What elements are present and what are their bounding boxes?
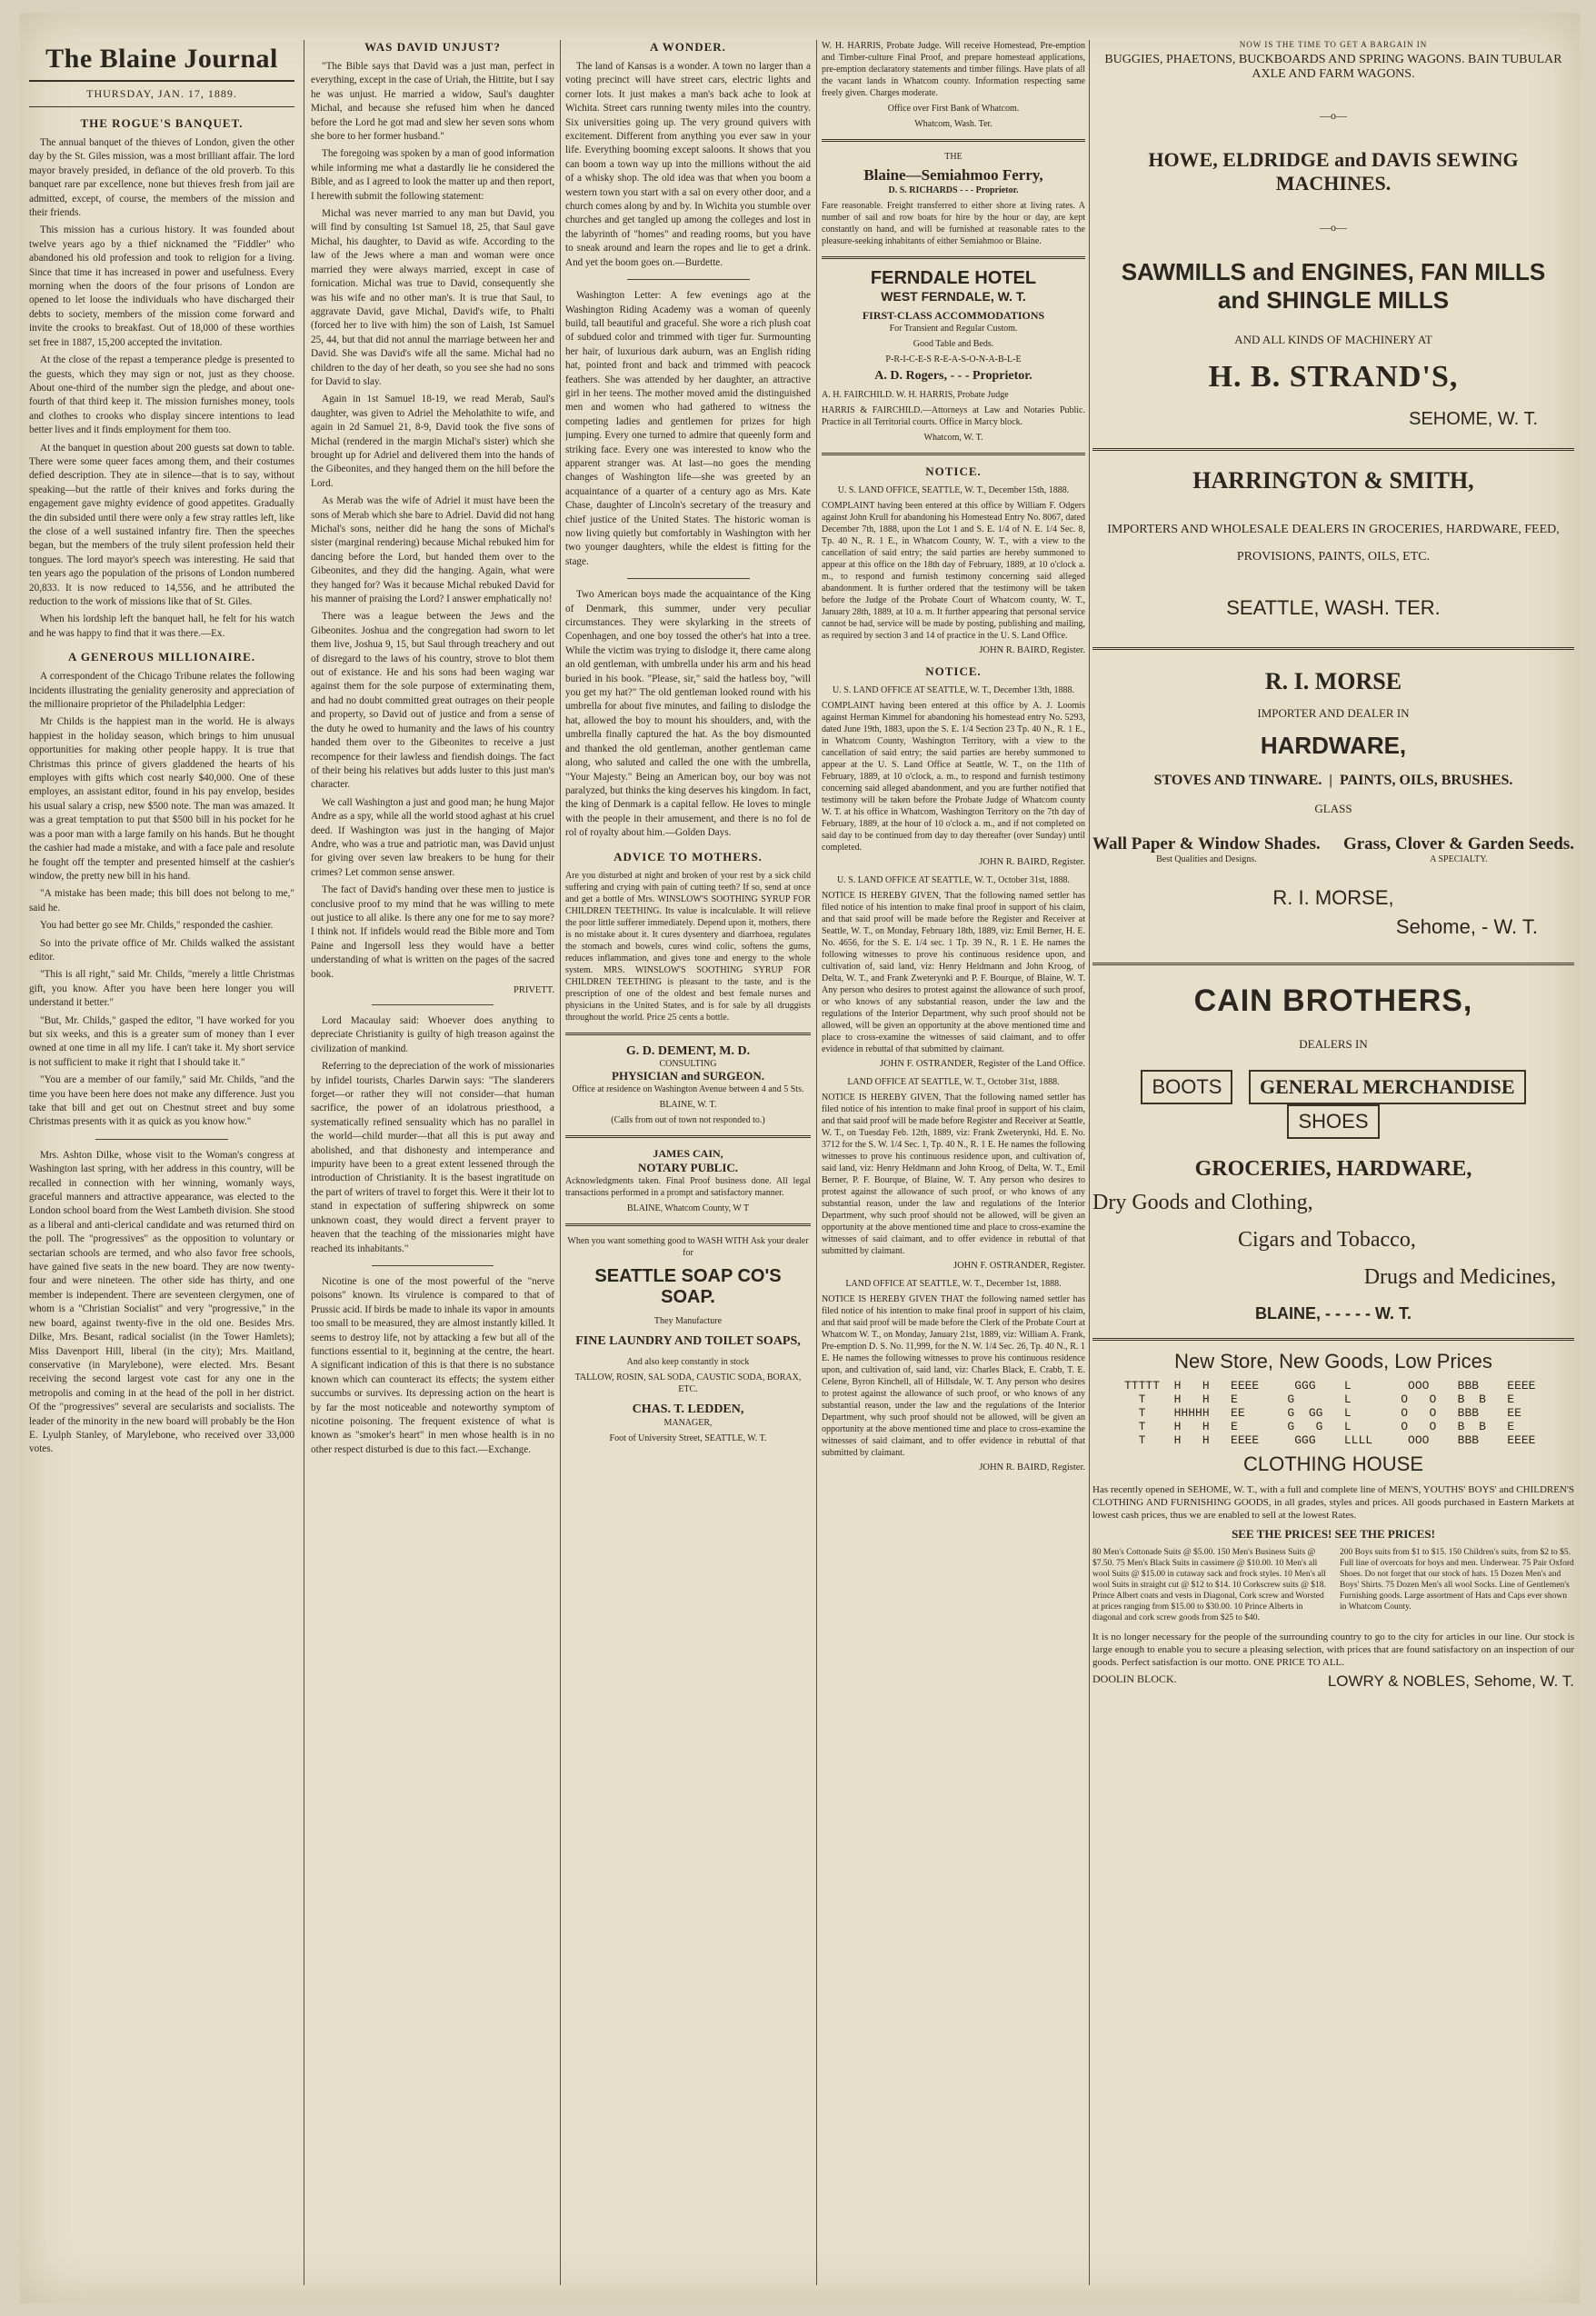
article-paragraph: This mission has a curious history. It was founded about twelve years ago by a thief nicknamed the "Fiddler" who abandoned his old profession and took to religion for a living. Since that time it has increased in power and usefulness. Every morning when the doors of the four prisons of London are opened to let loose the individuals who have discharged their debts to society, members of the mission come forward and invite the crooks to breakfast. Out of 18,000 of these worthies set free in 1887, 15,200 accepted the invitation. <box>29 225 294 348</box>
doctor-ad <box>565 1044 811 1126</box>
article-paragraph: Two American boys made the acquaintance of the King of Denmark, this summer, under very peculiar circumstances. They were skylarking in the streets of Copenhagen, and one boy tossed the other's hat into a tree. While the victim was trying to dislodge it, there came along an old gentleman, with umbrella under his arm and his head buried in his book. "Please, sir," said the hatless boy, "will you get my hat?" The old gentleman looked round with his umbrella for about five minutes, and failing to dislodge the hat, allowed the boy to mount his shoulders, and, with the umbrella finally captured the hat. As the boy dismounted and thanked the old gentleman, another gentleman came along, who saluted and called the one with the umbrella, "Your Majesty." Being an American boy, our boy was not paralyzed, but thinks the king deserves his kingdom. In fact, the king of Denmark is a capital fellow. He loves to mingle with the people in their amusement, and there is no fol de rol of royalty about him.—Golden Days. <box>565 589 811 839</box>
ferry-owner: D. S. RICHARDS - - - Proprietor. <box>888 185 1019 195</box>
soap-name: SEATTLE SOAP CO'S SOAP. <box>594 1265 782 1307</box>
lowry-foot: It is no longer necessary for the people of the surrounding country to go to the city for articles in our line. Our stock is large enough to enable you to secure a pleasing selection, with prices that are found satisfactory on an inspection of our goods. Perfect satisfaction is our motto. ONE PRICE TO ALL. <box>1092 1632 1574 1668</box>
ornament: —o— <box>1320 221 1347 234</box>
notice-heading: NOTICE. <box>925 664 982 678</box>
attorney-place: Whatcom, W. T. <box>923 433 983 443</box>
lowry-see: SEE THE PRICES! SEE THE PRICES! <box>1232 1527 1435 1541</box>
lowry-list-left: 80 Men's Cottonade Suits @ $5.00. 150 Men's Business Suits @ $7.50. 75 Men's Black Suits in cassimere @ $10.00. 10 Men's all wool Suits @ $15.00 in cutaway sack and frock styles. 10 Men's all wool Suits in straight cut @ $12 to $14. 10 Corkscrew suits @ $18. Prince Albert coats and vests in Diagonal, Cork screw and Worsted at prices ranging from $15.00 to $30.00. 10 Prince Alberts in diagonal and cork screw goods from $25 to $40. <box>1092 1548 1326 1622</box>
machinery-line: AND ALL KINDS OF MACHINERY AT <box>1234 333 1432 346</box>
notice-text: COMPLAINT having been entered at this office by A. J. Loomis against Herman Kimmel for abandoning his homestead entry No. 5293, dated June 19th, 1883, upon the S. E. 1/4 Section 23 Tp. 40 N., R. 1 E., in Whatcom County, Washington Territory, with a view to the cancellation of said entry; the said parties are hereby summoned to appear at the U. S. Land Office at Seattle, W. T., on the 11th of February, 1889, at 10 o'clock, a. m., to respond and furnish testimony concerning said alleged abandonment, and you are further notified that testimony will be taken before the Probate Judge of Whatcom county W. T. at his office in Whatcom, Washington Territory on the 7th day of February, 1889, at the hour of 10 o'clock a. m., and if not completed on said day to be continued from day to day thereafter (over Sunday) until completed. <box>822 701 1085 853</box>
notice-text: COMPLAINT having been entered at this office by William F. Odgers against John Krull for abandoning his Homestead Entry No. 8067, dated December 7th, 1888, upon the Lot 1 and S. E. 1/4 of N. E. 1/4 Sec. 8, Tp. 40 N., R. 1 E., in Whatcom County, W. T., with a view to the cancellation of said entry; the said parties are hereby summoned to appear at this office on the 18th day of February, 1889, at 10 o'clock a. m., to respond and furnish testimony concerning said alleged abandonment. It is further ordered that the testimony will be taken before the Judge of the Probate Court of Whatcom county, W. T., January 28th, 1889, at 10 a. m. It further appearing that personal service cannot be had, service will be made by posting, publishing and mailing, as required by section 3 and 14 of practice in the U. S. Land Office. <box>822 501 1085 641</box>
cain-general: GENERAL MERCHANDISE <box>1249 1070 1526 1104</box>
cain-dry: Dry Goods and Clothing, <box>1092 1191 1313 1214</box>
attorney-names: A. H. FAIRCHILD. W. H. HARRIS, Probate Judge <box>822 390 1009 400</box>
notary-ad <box>565 1147 811 1214</box>
article-paragraph: Lord Macaulay said: Whoever does anything to depreciate Christianity is guilty of high treason against the civilization of mankind. <box>311 1015 554 1054</box>
column-3 <box>565 40 811 1448</box>
divider <box>822 453 1085 455</box>
article-paragraph: Washington Letter: A few evenings ago at the Washington Riding Academy was a woman of queenly build, tall beautiful and graceful. She wore a rich plush coat of subdued color and trimmed with tiger fur. Surmounting her hair, of luxurious dark auburn, was an English riding hat, pointed front and back and trimmed with peacock feathers. She was attended by her daughter, an attractive girl in her teens. The mother moved amid the distinguished men and women who had gathered to witness the competing ladies and gentlemen for prizes for high jumping. Every one turned to admire that queenly form and striking face. Every one was interested to know who the apparent stranger was. At last—no goes the mending changes of Washington life—she was greeted by an acquaintance of a quarter of a century ago as Mrs. Kate Chase, daughter of Lincoln's secretary of the treasury and chief justice of the United States. The historic woman is now living quietly but comfortably in Washington with her two younger daughters, while the eldest is fitting for the stage. <box>565 290 811 567</box>
soap-manager: CHAS. T. LEDDEN, <box>632 1402 744 1416</box>
notice-signature: JOHN R. BAIRD, Register. <box>979 1462 1085 1472</box>
article-paragraph: Mrs. Ashton Dilke, whose visit to the Woman's congress at Washington last spring, with her address in this country, will be recalled in connection with her winning, womanly ways, graceful manners and attractive appearance, was elected to the London school board from the West Lambeth division. She stood as a liberal and anti-clerical candidate and was returned third on the poll. The "progressives" as the opposition to voluntary or sectarian schools are termed, and who also favor free schools, have gained five seats in the new board. They are now twenty-four and were nineteen. The other side has thirty, and one member is independent. There are seventeen clergymen, one of whom is a "Christian Socialist" and very "progressive," in the new board, against twenty-five in the old one. Besides Mrs. Dilke, Mrs. Besant, radical socialist (in the Tower Hamlets); Miss Davenport Hill, liberal (in the city); Mrs. Maitland, conservative (in Marylebone), were elected. Mrs. Besant receiving the second largest vote cast for any one in the metropolis and coming in at the head of the poll in her district. Of the "progressives" several are secularists and socialists. The leader of the minority in the new board will probably be the Hon E. Lyulph Stanley, of Marylebone, who received over 33,000 votes. <box>29 1149 294 1455</box>
cain-dealers: DEALERS IN <box>1299 1037 1368 1051</box>
morse-stoves: STOVES AND TINWARE. <box>1153 773 1322 788</box>
article-heading: THE ROGUE'S BANQUET. <box>80 116 244 130</box>
notice-text: NOTICE IS HEREBY GIVEN THAT the following named settler has filed notice of his intention to make final proof in support of his claim, and that said proof will be made before the Clerk of the Probate Court at Whatcom W. T., on Monday, January 21st, 1889, viz: William A. Frank, Pre-emption D. S. No. 11,999, for the N. W. 1/4 Sec. 26, Tp. 40 N., R. 1 E. He names the following witnesses to prove his continuous residence upon, and cultivation of, said land, viz: Charles Black, E. Crabb, T. E. Celene, Byron Kinchell, all of Hillsdale, W. T. Any person who desires to protest against the allowance of such proof, or who knows of any substantial reason, under the law and the regulations of the Interior Department, why such proof should not be allowed, will be given an opportunity at the above mentioned time and place to cross-examine the witnesses of said claimant, and to offer evidence in rebuttal of that submitted by claimant. <box>822 1294 1085 1458</box>
divider <box>627 279 750 280</box>
divider <box>1092 448 1574 451</box>
masthead-date: THURSDAY, JAN. 17, 1889. <box>29 80 294 107</box>
ornament: —o— <box>1320 109 1347 122</box>
cain-box-line <box>1092 1070 1574 1139</box>
sawmills-ad: SAWMILLS and ENGINES, FAN MILLS and SHINGLE MILLS <box>1121 258 1546 314</box>
ferry-the: THE <box>944 152 963 162</box>
article-paragraph: So into the private office of Mr. Childs walked the assistant editor. <box>29 937 294 963</box>
lowry-price-lists <box>1092 1547 1574 1623</box>
article-paragraph: As Merab was the wife of Adriel it must have been the sons of Merab which she bare to Adriel. David did not hang Michal's sons, neither did he hang the sons of Michal's sister (marginal rendering) because Michal rebuked him for dancing before the Lord, but handed them over to the Gibeonites, and they did the hanging. Again, what were they hanged for? Was it because Michal rebuked David for his manner of praising the Lord? I answer emphatically no! <box>311 495 554 605</box>
cain-groceries: GROCERIES, HARDWARE, <box>1194 1157 1472 1181</box>
notice-office: LAND OFFICE AT SEATTLE, W. T., December 1st, 1888. <box>845 1279 1062 1289</box>
morse-place2: Sehome, - W. T. <box>1395 915 1538 938</box>
soap-intro: When you want something good to WASH WITH Ask your dealer for <box>567 1235 809 1258</box>
article-paragraph: "But, Mr. Childs," gasped the editor, "I have worked for you but six weeks, and this is a greater sum of money than I ever owned at one time in all my life. I can't take it. My short service is not sufficient to make it right that I should take it." <box>29 1014 294 1068</box>
morse-paints: PAINTS, OILS, BRUSHES. <box>1339 773 1513 788</box>
article-paragraph: "The Bible says that David was a just man, perfect in everything, except in the case of Uriah, the Hittite, but I say he was unjust. He married a widow, Saul's daughter Michal, and because she refused him when he danced before the Lord he got mad and slew her seven sons whom she bore to her former husband." <box>311 61 554 143</box>
notice-signature: JOHN R. BAIRD, Register. <box>979 645 1085 655</box>
divider <box>372 1265 494 1266</box>
soap-address: Foot of University Street, SEATTLE, W. T. <box>609 1433 767 1443</box>
notice-office: U. S. LAND OFFICE, SEATTLE, W. T., December 15th, 1888. <box>837 485 1070 495</box>
article-paragraph: A correspondent of the Chicago Tribune relates the following incidents illustrating the geniality generosity and appreciation of the millionaire proprietor of the Philadelphia Ledger: <box>29 671 294 711</box>
morse-hardware: HARDWARE, <box>1260 732 1407 759</box>
column-rule <box>816 40 817 2285</box>
article-heading: A WONDER. <box>650 40 726 54</box>
column-rule <box>560 40 561 2285</box>
lowry-headline: New Store, New Goods, Low Prices <box>1174 1350 1492 1373</box>
morse-seeds: Grass, Clover & Garden Seeds. <box>1342 834 1574 854</box>
cain-cigars: Cigars and Tobacco, <box>1238 1228 1416 1252</box>
article-paragraph: "You are a member of our family," said Mr. Childs, "and the time you have been here does not make any difference. Just you take that bill and get out on Chestnut street and buy some Christmas presents with it as quick as you know how." <box>29 1074 294 1128</box>
divider <box>627 578 750 579</box>
article-paragraph: The annual banquet of the thieves of London, given the other day by the St. Giles mission, was a most brilliant affair. The lord mayor bravely presided, in defiance of the old proverb. To this banquet rare par excellence, none but thieves fresh from jail are admitted, except, of course, the members of the mission and their friends. <box>29 137 294 219</box>
soap-items: TALLOW, ROSIN, SAL SODA, CAUSTIC SODA, BORAX, ETC. <box>574 1372 802 1394</box>
morse-wall: Wall Paper & Window Shades. <box>1092 834 1321 854</box>
cain-shoes: SHOES <box>1287 1104 1379 1139</box>
article-heading: WAS DAVID UNJUST? <box>364 40 501 54</box>
doctor-name: G. D. DEMENT, M. D. <box>625 1043 751 1058</box>
divider <box>822 139 1085 142</box>
article-paragraph: You had better go see Mr. Childs," responded the cashier. <box>40 920 274 932</box>
divider <box>372 1004 494 1005</box>
morse-glass: GLASS <box>1314 802 1352 815</box>
ferry-text: Fare reasonable. Freight transferred to either shore at living rates. A number of sail and row boats for hire by the hour or day, are kept constantly on hand, and will be furnished at reasonable rates to the pleasure-seeking inhabitants of either Semiahmoo or Blaine. <box>822 201 1085 246</box>
lowry-list-right: 200 Boys suits from $1 to $15. 150 Children's suits, from $2 to $5. Full line of overcoats for boys and men. Underwear. 75 Pair Oxford Shoes. Do not forget that our stock of hats. 15 Dozen Men's and Boys' Shirts. 75 Dozen Men's all wool Socks. Line of Gentlemen's Furnishing goods. Large assortment of Hats and Caps ever shown in Whatcom County. <box>1340 1548 1574 1612</box>
morse-seeds-sub: A SPECIALTY. <box>1430 854 1488 864</box>
ad-text: W. H. HARRIS, Probate Judge. Will receive Homestead, Pre-emption and Timber-culture Final Proof, and prepare homestead applications, pre-emption declaratory statements and timber filings. Have plats of all the vacant lands in Whatcom county. Information respecting same freely given. Charges moderate. <box>822 41 1085 98</box>
strand-place: SEHOME, W. T. <box>1409 409 1538 429</box>
column-1 <box>29 40 294 1461</box>
doctor-sub: CONSULTING <box>659 1058 717 1069</box>
ad-office: Office over First Bank of Whatcom. <box>887 104 1020 114</box>
hotel-table: Good Table and Beds. <box>913 339 994 349</box>
column-5 <box>1092 40 1574 1691</box>
article-paragraph: "A mistake has been made; this bill does not belong to me," said he. <box>29 888 294 913</box>
notary-text: Acknowledgments taken. Final Proof business done. All legal transactions performed in a prompt and satisfactory manner. <box>565 1175 811 1198</box>
strand-name: H. B. STRAND'S, <box>1208 360 1459 394</box>
morse-role: IMPORTER AND DEALER IN <box>1257 706 1410 720</box>
harrington-name: HARRINGTON & SMITH, <box>1192 467 1474 494</box>
author-signature: PRIVETT. <box>513 985 554 995</box>
doctor-place: BLAINE, W. T. <box>659 1099 717 1110</box>
article-paragraph: The fact of David's handing over these men to justice is conclusive proof to my mind that he was willing to mete out justice to all alike. Is there any one for me to say more? I think not. If infidels would read the Bible more and Tom Paine and Ingersoll less they would have a better understanding of what is written on the pages of the sacred book. <box>311 884 554 980</box>
article-paragraph: Referring to the depreciation of the work of missionaries by infidel tourists, Charles Darwin says: "The slanderers forget—or rather they will not consider—that human sacrifice, the power of an idolatrous priesthood, a systematically refined sensuality which has no parallel in the world—child murder—that all this is put away and abolished, and that dishonesty and intemperance and impurity have been to a great extent lessened through the introduction of Christianity. It is the basest ingratitude on the part of writers of travel to forget this. Were it their lot to stand in expectation of suffering shipwreck on some unknown coast, they would direct a fervent prayer to heaven that the teaching of the missionaries might have reached its inhabitants." <box>311 1061 554 1254</box>
lowry-clothing: CLOTHING HOUSE <box>1242 1452 1424 1475</box>
wagons-ad: BUGGIES, PHAETONS, BUCKBOARDS AND SPRING WAGONS. BAIN TUBULAR AXLE AND FARM WAGONS. <box>1104 53 1562 81</box>
notice-heading: NOTICE. <box>925 464 982 478</box>
article-paragraph: We call Washington a just and good man; he hung Major Andre as a spy, while all the world stood aghast at his cruel deed. If Washington was just in the hanging of Major Andre, who was a true and patriotic man, was David unjust for giving over seven law breakers to be hung for their crimes? Let common sense answer. <box>311 796 554 878</box>
article-paragraph: The land of Kansas is a wonder. A town no larger than a voting precinct will have street cars, electric lights and corner lots. It just makes a man's back ache to look at Wichita. Street cars running twenty miles into the country. Six universities going up. The very ground quivers with excitement. Different from anything you ever saw in your life. Everything booming except saloons. It shows that you can boom a town way up into the millions without the aid of a whisky shop. The old idea was that when you boom a western town you start with a sal on every other door, and a church comes along by and by. In Wichita you stumble over churches and get tangled up among the colleges and lost in the labyrinth of "homes" and reading rooms, but you have to sneak around and learn the ropes and lie to get a drink. And yet the boom goes on.—Burdette. <box>565 61 811 268</box>
lowry-block: DOOLIN BLOCK. <box>1092 1672 1177 1685</box>
notice-signature: JOHN F. OSTRANDER, Register of the Land Office. <box>880 1059 1085 1069</box>
separator-bar: | <box>1325 773 1340 788</box>
letter-graphic: TTTTT H H EEEE GGG L OOO BBB EEEE T H H E G L O O B B E T HHHHH EE G GG L O O BBB EE T H H E G G L O O B B E T H H EEEE GGG LLLL OOO BBB EEEE <box>1124 1379 1536 1447</box>
article-paragraph: There was a league between the Jews and the Gibeonites. Joshua and the congregation had sworn to let them live, Joshua 9, 15, but Saul through treachery and out of disregard to the laws of his country, strove to blot them out of existance. He and his sons had been waging war against them for the sole purpose of exterminating them, and had no doubt committed great outrages on their people and property, so David out of justice and from a sense of the duty he owed to humanity and the laws of his country handed them over to the Gibeonites to receive a just recompence for their lawless and fiendish doings. The fact of their being his relatives but adds luster to this just man's character. <box>311 611 554 791</box>
notary-place: BLAINE, Whatcom County, W T <box>626 1203 750 1213</box>
divider <box>565 1223 811 1226</box>
hotel-accommodations: FIRST-CLASS ACCOMMODATIONS <box>862 309 1045 322</box>
lowry-signature: LOWRY & NOBLES, Sehome, W. T. <box>1327 1672 1574 1690</box>
ad-top-line: NOW IS THE TIME TO GET A BARGAIN IN <box>1239 40 1428 49</box>
notary-name: JAMES CAIN, <box>653 1146 723 1160</box>
article-paragraph: Michal was never married to any man but David, you will find by consulting 1st Samuel 18, 25, that Saul gave Michal, his daughter, to David as wife. According to the law of the Jews where a man and woman were once married they were always married, except in case of fornication. Michal was true to David, consequently she was his wife and no other man's. It is true that Saul, to aggravate David, gave Michal, David's wife, to Phalti (forced her to live with him) the son of Laish, 1st Samuel 25, 44, but that did not annul the marriage between her and David. She was David's wife all the same. Michal had no children to the day of her death, so you see she had no sons for David to slay. <box>311 208 554 387</box>
hotel-sub: For Transient and Regular Custom. <box>889 324 1018 334</box>
notice-signature: JOHN F. OSTRANDER, Register. <box>953 1261 1085 1271</box>
notice-text: NOTICE IS HEREBY GIVEN, That the following named settler has filed notice of his intention to make final proof in support of his claim, and that said proof will be made before Register and Receiver at Seattle, W. T., on Tuesday Feb. 12th, 1889, viz: Frank Zweterynki, Hd. E. No. 3712 for the S. W. 1/4 Sec. 1, Tp. 40 N., R. 1 E. He names the following witnesses to prove his continuous residence upon, and cultivation of, said land, viz: Henry Heldmann and John Kroog, of Delta, W. T., Emil Berner, P. F. Bourque, of Blaine, W. T. Any person who desires to protest against the allowance of such proof, or who knows of any substantial reason, under the law and regulations of the Interior Department, why such proof should not be allowed, will be given an opportunity at the above mentioned time and place to cross-examine the witnesses of said claimant, and to offer evidence in rebuttal of that submitted by claimant. <box>822 1093 1085 1256</box>
notice-office: LAND OFFICE AT SEATTLE, W. T., October 31st, 1888. <box>847 1077 1060 1087</box>
article-paragraph: Nicotine is one of the most powerful of the "nerve poisons" known. Its virulence is compared to that of Prussic acid. If birds be made to inhale its vapor in amounts too small to be measured, they are almost instantly killed. It seems to destroy life, not by attacking a few but all of the functions essential to it, beginning at the centre, the heart. A significant indication of this is that there is no substance known which can counteract its effects; the system either succumbs or survives. Its depressing action on the heart is by far the most noticeable and noteworthy symptom of nicotine poisoning. The frequent existence of what is known as "smoker's heart" in men whose health is in no other respect disturbed is due to this fact.—Exchange. <box>311 1275 554 1455</box>
lowry-bottom <box>1092 1672 1574 1691</box>
column-4 <box>822 40 1085 1480</box>
divider <box>1092 1338 1574 1341</box>
notice-office: U. S. LAND OFFICE AT SEATTLE, W. T., December 13th, 1888. <box>832 685 1075 695</box>
morse-line <box>1092 773 1574 789</box>
ad-text: Are you disturbed at night and broken of your rest by a sick child suffering and crying with pain of cutting teeth? If so, send at once and get a bottle of Mrs. WINSLOW'S SOOTHING SYRUP FOR CHILDREN TEETHING. Its value is incalculable. It will relieve the poor little sufferer immediately. Depend upon it, mothers, there is no mistake about it. It cures dysentery and diarrhoea, regulates the stomach and bowels, cures wind colic, softens the gums, reduces inflammation, and gives tone and energy to the whole system. MRS. WINSLOW'S SOOTHING SYRUP FOR CHILDREN TEETHING is pleasant to the taste, and is the prescription of one of the oldest and best female nurses and physicians in the United States, and is for sale by all druggists throughout the world. Price 25 cents a bottle. <box>565 870 811 1023</box>
article-paragraph: Again in 1st Samuel 18-19, we read Merab, Saul's daughter, was given to Adriel the Meholathite to wife, and again in 2d Samuel 21, 8-9, David took the five sons of Michal (rendered in the margin Michal's sister) which she brought up for Adriel and delivered them into the hands of the Gibeonites, and they hanged them on the hill before the Lord. <box>311 394 554 489</box>
sewing-ad: HOWE, ELDRIDGE and DAVIS SEWING MACHINES. <box>1148 148 1519 195</box>
cain-name: CAIN BROTHERS, <box>1193 983 1473 1018</box>
hotel-place: WEST FERNDALE, W. T. <box>881 289 1026 304</box>
ad-place: Whatcom, Wash. Ter. <box>914 119 993 129</box>
divider <box>565 1033 811 1035</box>
article-heading: ADVICE TO MOTHERS. <box>613 849 763 864</box>
morse-wall-sub: Best Qualities and Designs. <box>1156 854 1257 864</box>
morse-name2: R. I. MORSE, <box>1272 886 1394 909</box>
cain-drugs: Drugs and Medicines, <box>1363 1265 1556 1289</box>
attorney-text: HARRIS & FAIRCHILD.—Attorneys at Law and Notaries Public. Practice in all Territorial courts. Office in Marcy block. <box>822 405 1085 427</box>
divider <box>565 1135 811 1138</box>
divider <box>1092 963 1574 965</box>
article-paragraph: At the close of the repast a temperance pledge is presented to the guests, which they may sign or not, just as they choose. About one-third of the number sign the pledge, and about one-fourth of that third keep it. The mission furnishes money, tools and clothes to crooks who display sincere intentions to lead better lives and it finds employment for them too. <box>29 354 294 436</box>
soap-kind: FINE LAUNDRY AND TOILET SOAPS, <box>575 1333 801 1348</box>
article-paragraph: At the banquet in question about 200 guests sat down to table. There were some queer faces among them, and their costumes defied description. They ate in silence—that is to say, without speaking—but the rattle of their knives and forks during the engagement gave mighty evidence of good appetites. Gradually the din subsided until there were only a few stray rattles left, like the close of a well sustained infantry fire. Then the speeches began, but the members of the truly silent profession held their tongues. The lord mayor's speech was interesting. He said that ten years ago the population of the prisons of London numbered 20,833. It is now reduced to 14,556, and he attributed the reduction to the work of missions like that of St. Giles. <box>29 442 294 607</box>
cain-place: BLAINE, - - - - - W. T. <box>1255 1304 1411 1323</box>
newspaper-page <box>20 13 1580 2303</box>
article-paragraph: The foregoing was spoken by a man of good information while informing me what a dastardly lie he considered the Bible, and as I agreed to look the matter up and then report, I herewith submit the following statement: <box>311 148 554 202</box>
harrington-desc: IMPORTERS AND WHOLESALE DEALERS IN GROCERIES, HARDWARE, FEED, PROVISIONS, PAINTS, OILS, ETC. <box>1107 523 1560 564</box>
notice-office: U. S. LAND OFFICE AT SEATTLE, W. T., October 31st, 1888. <box>836 875 1071 885</box>
article-heading: A GENEROUS MILLIONAIRE. <box>67 650 256 664</box>
morse-name: R. I. MORSE <box>1264 668 1402 694</box>
soap-mfr: They Manufacture <box>653 1315 723 1326</box>
soap-role: MANAGER, <box>663 1417 713 1428</box>
doctor-address: Office at residence on Washington Avenue between 4 and 5 Sts. <box>572 1083 804 1094</box>
ferry-name: Blaine—Semiahmoo Ferry, <box>863 166 1043 184</box>
article-paragraph: When his lordship left the banquet hall, he felt for his watch and he was happy to find that it was there.—Ex. <box>29 614 294 639</box>
cain-boots: BOOTS <box>1141 1070 1232 1104</box>
hotel-prices: P-R-I-C-E-S R-E-A-S-O-N-A-B-L-E <box>885 354 1022 364</box>
article-paragraph: Mr Childs is the happiest man in the world. He is always happiest in the holiday season, which brings to him unusual opportunities for making other people happy. It is true that Christmas this prince of givers gladdened the hearts of his employes with gifts which cost nearly $40,000. One of these employes, an assistant editor, found in his pay envelop, besides his usual salary a crisp, new $500 note. The man was amazed. It was a great temptation to put that $500 bill in his pocket for he was a poor man with a large family on his hands. But he thought the cashier had made a mistake, and with a face pale and resolute he fought off the tempter and presented himself at the cashier's window, the pretty new bill in his hand. <box>29 716 294 882</box>
divider <box>1092 647 1574 650</box>
column-rule <box>1089 40 1090 2285</box>
masthead-title: The Blaine Journal <box>45 44 278 74</box>
lowry-text: Has recently opened in SEHOME, W. T., with a full and complete line of MEN'S, YOUTHS' BOYS' and CHILDREN'S CLOTHING AND FURNISHING GOODS, in all grades, styles and prices. All goods purchased in Eastern Markets at lowest cash prices, thus we are enabled to sell at the lowest Rates. <box>1092 1484 1574 1521</box>
harrington-place: SEATTLE, WASH. TER. <box>1226 596 1441 619</box>
divider <box>95 1139 228 1140</box>
notice-text: NOTICE IS HEREBY GIVEN, That the following named settler has filed notice of his intention to make final proof in support of his claim, and that said proof will be made before the Register and Receiver at Seattle, W. T., on Monday, February 18th, 1889, viz: Emil Berner, H. E. No. 4656, for the S. E. 1/4 sec. 1 Tp. 39 N., R. 1 E. He names the following witnesses to prove his continuous residence upon, and cultivation of, said land, viz: Henry Heldmann and John Kroog, of Delta, W. T., and Frank Zweterynki and P. F. Bourque, of Blaine, W. T. Any person who desires to protest against the allowance of such proof, or who knows of any substantial reason, under the law and the regulations of the Interior Department, why such proof should not be allowed, will be given an opportunity at the above mentioned time and place to cross-examine the witnesses of said claimant, and to offer evidence in rebuttal of that submitted by claimant. <box>822 891 1085 1054</box>
article-paragraph: "This is all right," said Mr. Childs, "merely a little Christmas gift, you know. After you have been here longer you will understand it better." <box>29 969 294 1009</box>
notice-signature: JOHN R. BAIRD, Register. <box>979 857 1085 867</box>
morse-specials <box>1092 834 1574 864</box>
hotel-owner: A. D. Rogers, - - - Proprietor. <box>874 369 1032 383</box>
doctor-title: PHYSICIAN and SURGEON. <box>612 1068 764 1083</box>
notary-title: NOTARY PUBLIC. <box>637 1160 739 1174</box>
column-2 <box>311 40 554 1461</box>
soap-stock: And also keep constantly in stock <box>626 1356 750 1367</box>
doctor-calls: (Calls from out of town not responded to.) <box>611 1114 765 1125</box>
soap-ad <box>565 1235 811 1444</box>
divider <box>822 256 1085 259</box>
hotel-name: FERNDALE HOTEL <box>870 268 1037 288</box>
